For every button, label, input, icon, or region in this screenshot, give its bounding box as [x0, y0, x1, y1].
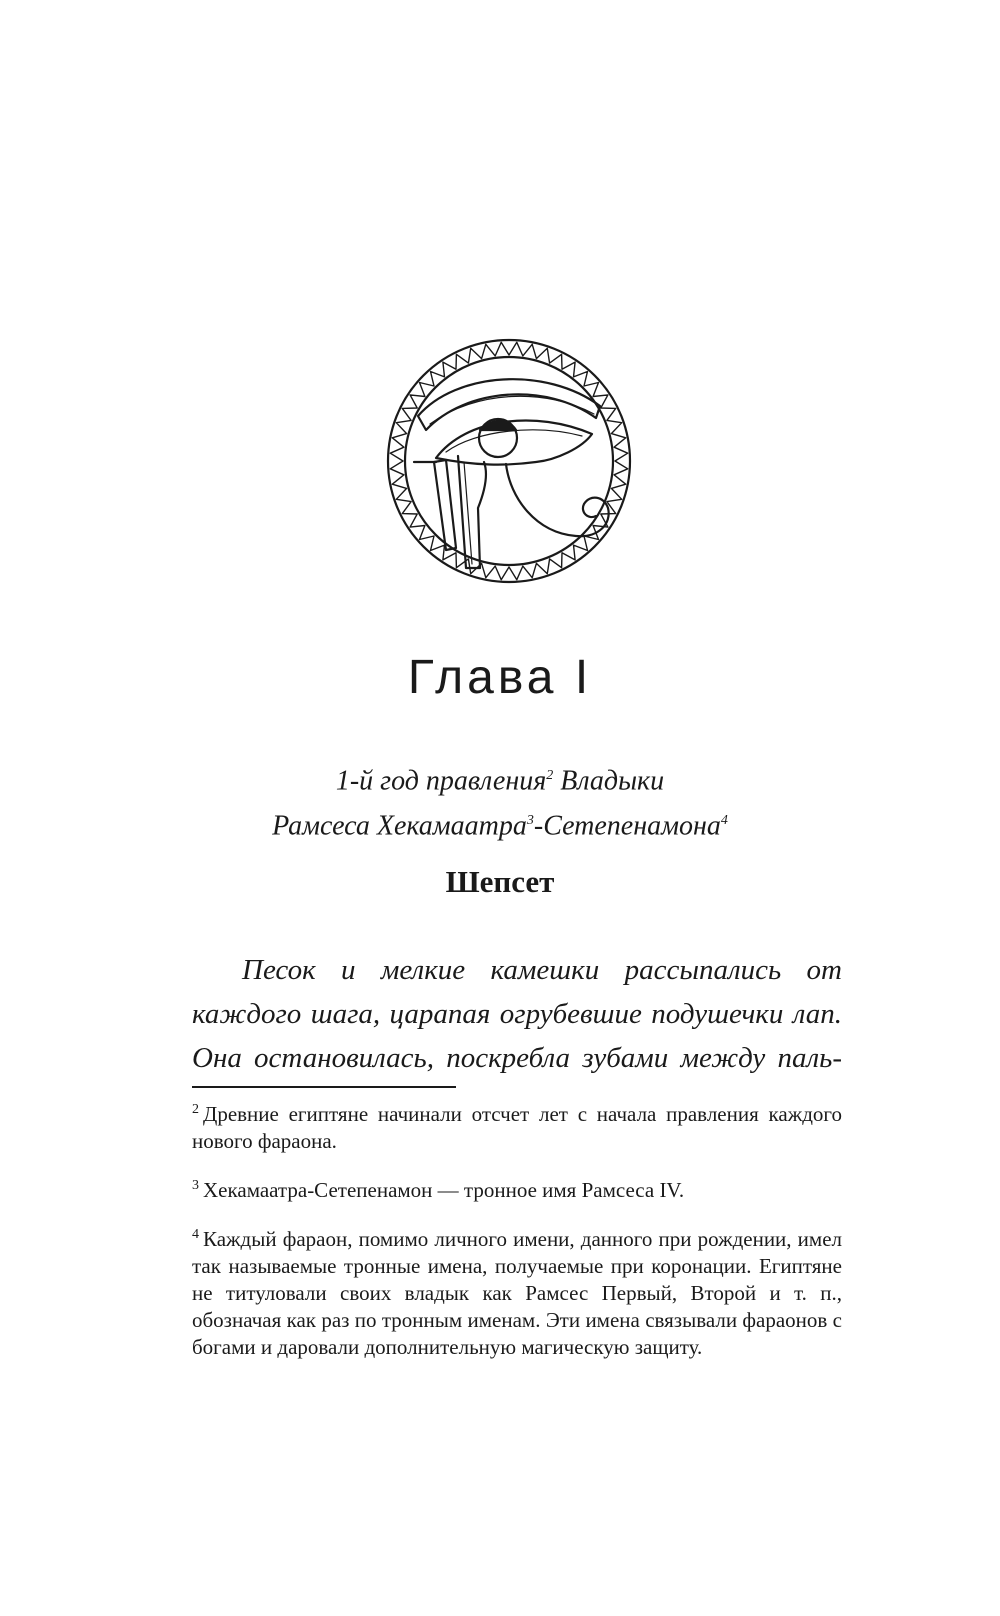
footnote-divider [192, 1086, 456, 1088]
footnote: $^2$ Древние египтяне начинали отсчет лет с начала правления каждого нового фараона. [192, 1102, 842, 1153]
section-title: Шепсет [445, 864, 555, 899]
footnote: $^3$ Хекамаатра-Сетепенамон — тронное имя Рамсеса IV. [192, 1178, 685, 1202]
tear-line [458, 456, 486, 568]
footnote: $^4$ Каждый фараон, помимо личного имени, данного при рождении, имел так называемые тронные имена, получаемые при коронации. Египтяне не титуловали своих владык как Рамсес Первый, Второй и т. п., обозначая как раз по тронным именам. Эти имена связывали фараонов с богами и даровали дополнительную магическую защиту. [192, 1227, 842, 1359]
chapter-title: Глава I [407, 651, 593, 704]
epigraph [0, 756, 1000, 847]
footnotes [192, 1096, 842, 1378]
body-paragraph: Песок и мелкие камешки рассыпались от каждого шага, царапая огрубевшие подушечки лап. Она остановилась, поскребла зубами между паль- [192, 954, 842, 1074]
epigraph-line-2: Рамсеса Хекамаатра$^3$-Сетепенамона$^4$ [272, 810, 728, 842]
epigraph-line-1: 1-й год правления$^2$ Владыки [335, 765, 665, 797]
eye-of-horus-icon [386, 338, 632, 584]
